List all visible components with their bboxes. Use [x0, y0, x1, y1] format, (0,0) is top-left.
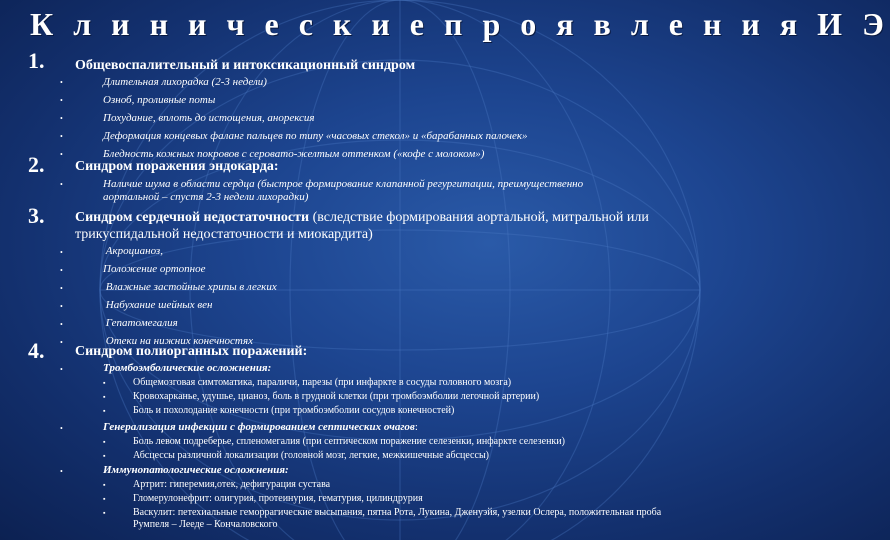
bullet-icon: • — [60, 365, 63, 374]
square-bullet-icon: ▪ — [103, 452, 106, 460]
list-item-text: Артрит: гиперемия,отек, дефигурация сустава — [133, 479, 331, 490]
section-heading-bold: Синдром сердечной недостаточности — [75, 210, 310, 225]
bullet-icon: • — [60, 424, 63, 433]
bullet-icon: • — [60, 338, 63, 347]
section-heading: Синдром поражения эндокарда: — [75, 159, 279, 174]
section-number: 2. — [28, 152, 45, 177]
list-item-text: Васкулит: петехиальные геморрагические высыпания, пятна Рота, Лукина, Дженуэйя, узелки Ослера, положительная проба Румпеля – Леедe – Кончаловского — [133, 507, 662, 530]
slide-title: К л и н и ч е с к и е п р о я в л е н и я И Э — [30, 6, 890, 42]
section-heading — [75, 209, 705, 243]
section-heading-rest: (вследствие формирования аортальной, митральной или трикуспидальной недостаточности и миокардита) — [75, 210, 649, 242]
square-bullet-icon: ▪ — [103, 438, 106, 446]
list-item-text: Похудание, вплоть до истощения, анорексия — [103, 112, 315, 124]
subgroup-label — [103, 421, 703, 434]
list-item-text: Общемозговая симтоматика, параличи, парезы (при инфаркте в сосуды головного мозга) — [133, 377, 512, 388]
section-heading: Общевоспалительный и интоксикационный синдром — [75, 58, 416, 73]
bullet-icon: • — [60, 467, 63, 476]
list-item-text: Влажные застойные хрипы в легких — [103, 281, 277, 293]
bullet-icon: • — [60, 96, 63, 105]
list-item-text: Длительная лихорадка (2-3 недели) — [103, 76, 267, 88]
list-item-text: Боль левом подреберье, спленомегалия (при септическом поражение селезенки, инфаркте селезенки) — [133, 436, 565, 447]
bullet-icon: • — [60, 132, 63, 141]
list-item-text: Деформация концевых фаланг пальцев по типу «часовых стекол» и «барабанных палочек» — [103, 130, 528, 142]
bullet-icon: • — [60, 320, 63, 329]
section-number: 3. — [28, 203, 45, 228]
square-bullet-icon: ▪ — [103, 481, 106, 489]
bullet-icon: • — [60, 150, 63, 159]
list-item-text: Акроцианоз, — [103, 245, 163, 257]
list-item-text: Гломерулонефрит: олигурия, протеинурия, гематурия, цилиндрурия — [133, 493, 423, 504]
list-item-text: Кровохарканье, удушье, цианоз, боль в грудной клетки (при тромбоэмболии легочной артерии) — [133, 391, 540, 402]
list-item-text: Гепатомегалия — [103, 317, 178, 329]
subgroup-label: Тромбоэмболические осложнения: — [103, 362, 272, 374]
list-item-text: Абсцессы различной локализации (головной мозг, легкие, межкишечные абсцессы) — [133, 450, 489, 461]
list-item-text: Отеки на нижних конечностях — [103, 335, 253, 347]
bullet-icon: • — [60, 284, 63, 293]
square-bullet-icon: ▪ — [103, 407, 106, 415]
square-bullet-icon: ▪ — [103, 509, 106, 517]
list-item-text: Бледность кожных покровов с сероватo-желтым оттенком («кофе с молоком») — [103, 148, 485, 160]
subgroup-label-text: Генерализация инфекции с формированием септических очагов — [103, 421, 415, 433]
bullet-icon: • — [60, 78, 63, 87]
subgroup-label-suffix: : — [414, 421, 418, 433]
section-heading: Синдром полиорганных поражений: — [75, 344, 308, 359]
list-item-text: Боль и похолодание конечности (при тромбоэмболии сосудов конечностей) — [133, 405, 455, 416]
square-bullet-icon: ▪ — [103, 379, 106, 387]
bullet-icon: • — [60, 114, 63, 123]
square-bullet-icon: ▪ — [103, 393, 106, 401]
bullet-icon: • — [60, 266, 63, 275]
list-item-text: Наличие шума в области сердца (быстрое формирование клапанной регургитации, преимущественно аортальной – спустя 2-3 недели лихорадки) — [103, 178, 584, 203]
bullet-icon: • — [60, 248, 63, 257]
subgroup-label: Иммунопатологические осложнения: — [103, 464, 289, 476]
bullet-icon: • — [60, 180, 63, 189]
section-number: 4. — [28, 338, 45, 363]
list-item-text: Озноб, проливные поты — [103, 94, 216, 106]
square-bullet-icon: ▪ — [103, 495, 106, 503]
bullet-icon: • — [60, 302, 63, 311]
section-number: 1. — [28, 48, 45, 73]
list-item-text: Набухание шейных вен — [103, 299, 213, 311]
list-item-text: Положение ортопное — [103, 263, 206, 275]
